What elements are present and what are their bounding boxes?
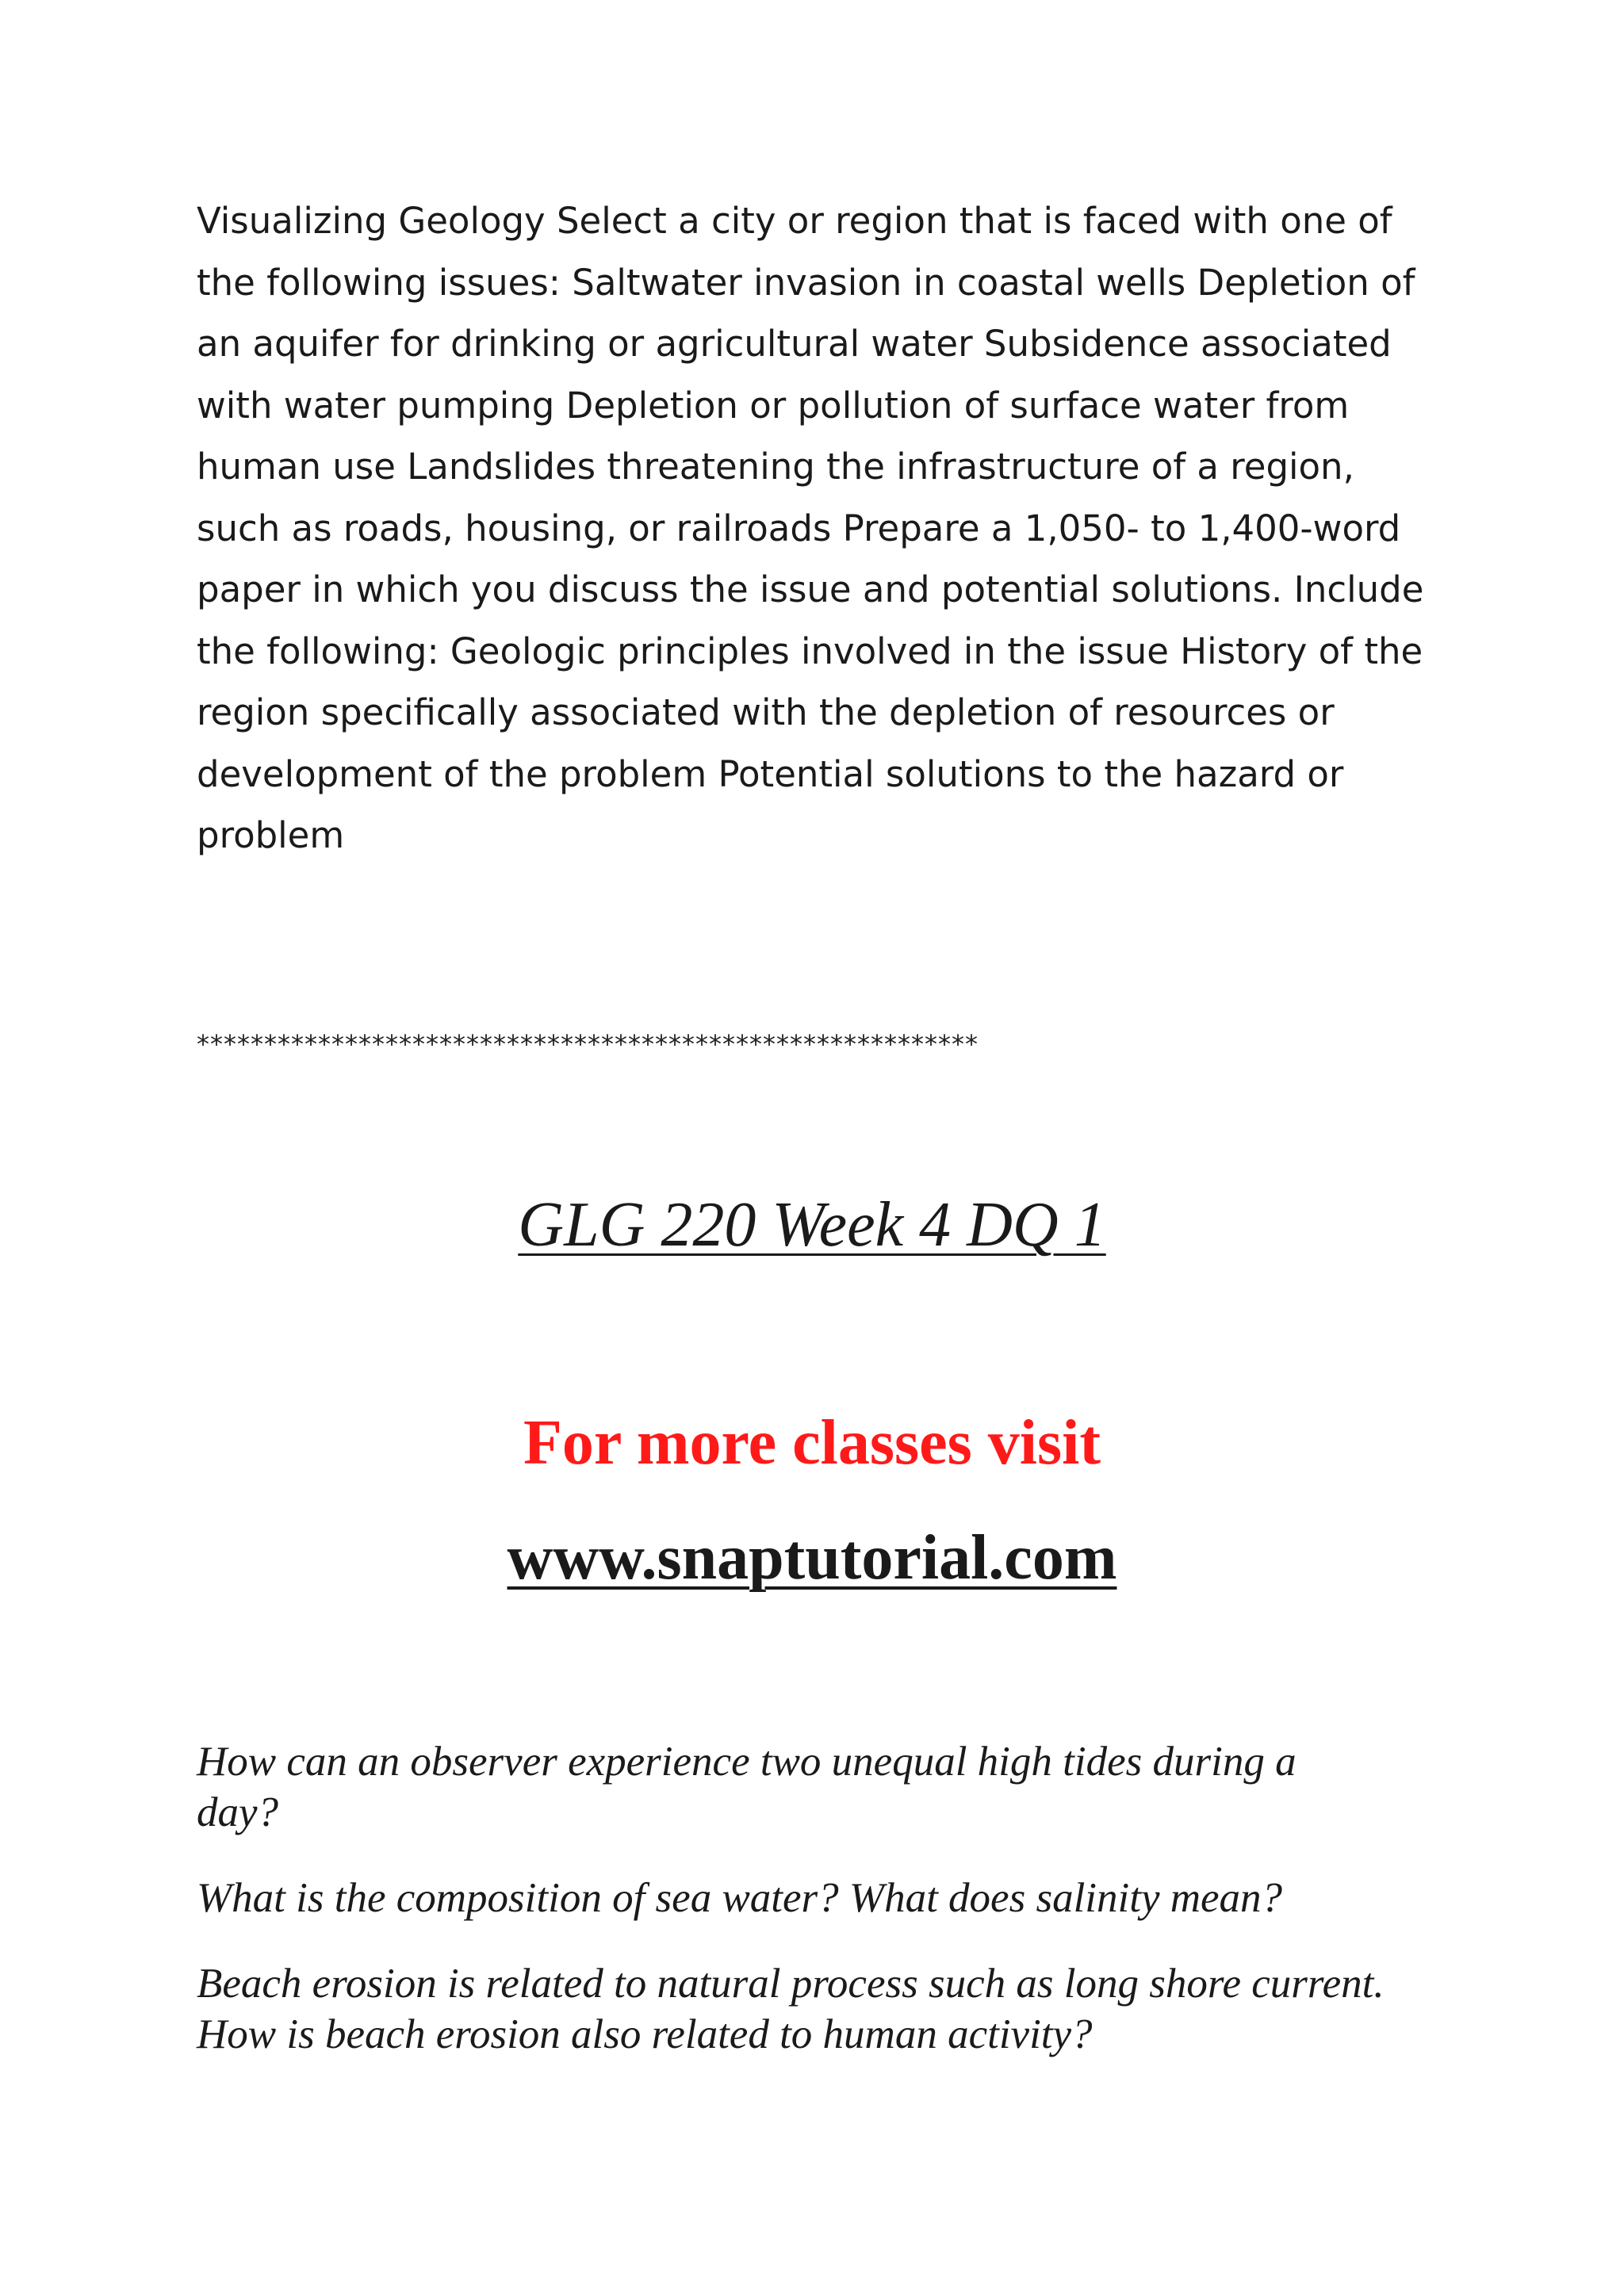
promo-text: For more classes visit: [523, 1408, 1101, 1478]
question-item-1: How can an observer experience two unequal high tides during a day?: [197, 1739, 1297, 1835]
question-list: [197, 1736, 1386, 2095]
assignment-description: Visualizing Geology Select a city or region that is faced with one of the following issues: Saltwater invasion in coastal wells Depletion of an aquifer for drinking or agricultural water Subsidence associated with water pumping Depletion or pollution of surface water from human use Landslides threatening the infrastructure of a region, such as roads, housing, or railroads Prepare a 1,050- to 1,400-word paper in which you discuss the issue and potential solutions. Include the following: Geologic principles involved in the issue History of the region specifically associated with the depletion of resources or development of the problem Potential solutions to the hazard or problem: [197, 200, 1424, 856]
course-title: GLG 220 Week 4 DQ 1: [518, 1190, 1106, 1260]
question-item-2: What is the composition of sea water? What does salinity mean?: [197, 1875, 1283, 1921]
separator-line: **********************************************************: [197, 1029, 979, 1059]
site-link[interactable]: www.snaptutorial.com: [507, 1523, 1117, 1593]
question-item-3: Beach erosion is related to natural process such as long shore current. How is beach erosion also related to human activity?: [197, 1961, 1385, 2057]
